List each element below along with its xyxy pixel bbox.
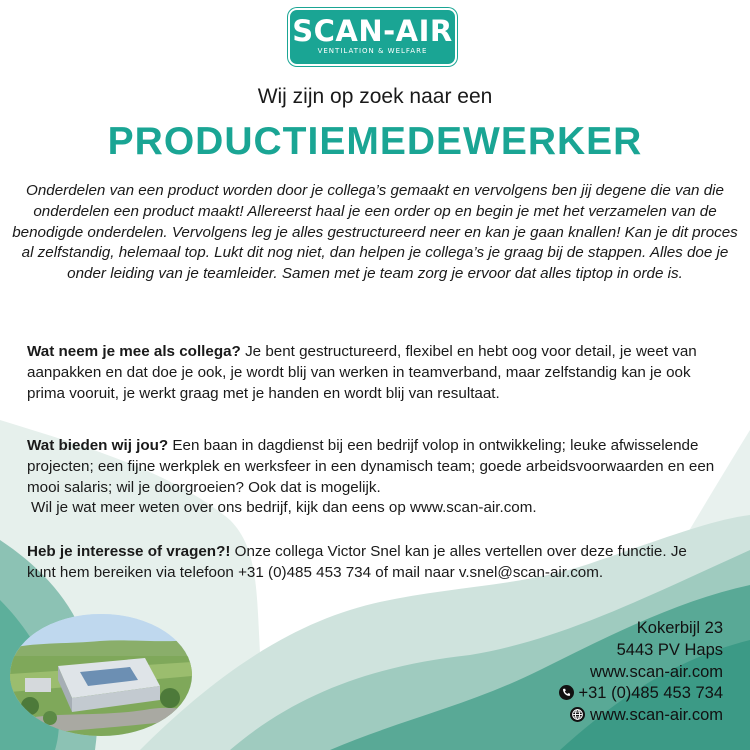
website-link[interactable]: www.scan-air.com [590, 662, 723, 681]
offer-heading: Wat bieden wij jou? [27, 437, 169, 454]
intro-line: Wij zijn op zoek naar een [257, 85, 493, 108]
contact-text: Onze collega Victor Snel kan je alles vertellen over deze functie. Je kunt hem bereiken via telefoon +31 (0)485 453 734 of mail naar v.snel@scan-air.com. [27, 543, 687, 581]
company-building-photo [10, 614, 192, 736]
contact-section [27, 542, 717, 584]
job-title: PRODUCTIEMEDEWERKER [107, 120, 643, 163]
profile-section [27, 342, 717, 404]
offer-text: Een baan in dagdienst bij een bedrijf volop in ontwikkeling; leuke afwisselende projecten; een fijne werkplek en werksfeer in een dynamisch team; goede arbeidsvoorwaarden en een mooi salaris; wil je doorgroeien? Ook dat is mogelijk. [27, 437, 715, 496]
globe-icon [570, 707, 585, 722]
contact-heading: Heb je interesse of vragen?! [27, 543, 231, 560]
website-text: www.scan-air.com [590, 706, 723, 725]
logo-tagline: VENTILATION & WELFARE [317, 47, 428, 55]
scan-air-logo [290, 10, 455, 64]
offer-section [27, 436, 717, 519]
offer-extra-text: Wil je wat meer weten over ons bedrijf, kijk dan eens op www.scan-air.com. [31, 499, 537, 517]
phone-row[interactable] [423, 683, 723, 705]
profile-heading: Wat neem je mee als collega? [27, 343, 241, 360]
logo-wordmark: SCAN-AIR [292, 14, 453, 48]
job-description: Onderdelen van een product worden door je collega’s gemaakt en vervolgens ben jij degene die van die onderdelen een product maakt! Allereerst haal je een order op en begin je met het verzamelen van de benodigde onderdelen. Vervolgens leg je alles gestructureerd neer en kan je gaan knallen! Kan je dit proces al zelfstandig, helemaal top. Lukt dit nog niet, dan helpen je collega’s je graag bij de stappen. Alles doe je onder leiding van je teamleider. Samen met je team zorg je ervoor dat alles tiptop in orde is. [12, 182, 738, 283]
phone-icon [559, 685, 574, 700]
profile-text: Je bent gestructureerd, flexibel en hebt oog voor detail, je weet van aanpakken en dat doe je ook, je wordt blij van werken in teamverband, maar zelfstandig kan je ook prima vooruit, je werkt graag met je handen en wordt blij van resultaat. [27, 343, 697, 402]
address-block [423, 618, 723, 727]
address-street: Kokerbijl 23 [636, 619, 723, 637]
phone-number: +31 (0)485 453 734 [578, 684, 723, 703]
address-postal-city: 5443 PV Haps [616, 640, 723, 659]
web-row[interactable] [423, 705, 723, 727]
